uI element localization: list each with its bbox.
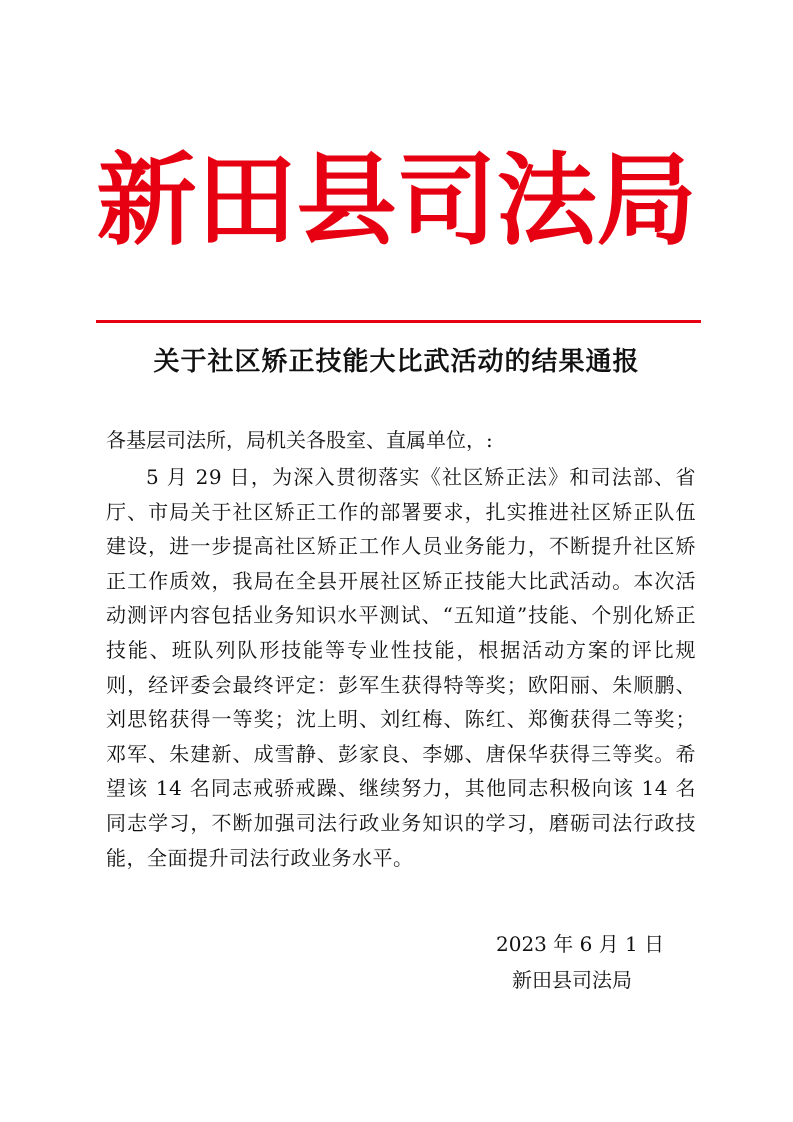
document-header-title: 新田县司法局 bbox=[96, 141, 697, 259]
body-paragraph: 5 月 29 日，为深入贯彻落实《社区矫正法》和司法部、省厅、市局关于社区矫正工作的部署要求，扎实推进社区矫正队伍建设，进一步提高社区矫正工作人员业务能力，不断提升社区矫正工作质效，我局在全县开展社区矫正技能大比武活动。本次活动测评内容包括业务知识水平测试、“五知道”技能、个别化矫正技能、班队列队形技能等专业性技能，根据活动方案的评比规则，经评委会最终评定：彭军生获得特等奖；欧阳丽、朱顺鹏、刘思铭获得一等奖；沈上明、刘红梅、陈红、郑衡获得二等奖；邓军、朱建新、成雪静、彭家良、李娜、唐保华获得三等奖。希望该 14 名同志戒骄戒躁、继续努力，其他同志积极向该 14 名同志学习，不断加强司法行政业务知识的学习，磨砺司法行政技能，全面提升司法行政业务水平。 bbox=[106, 465, 696, 870]
issue-date: 2023 年 6 月 1 日 bbox=[496, 932, 665, 956]
document-title: 关于社区矫正技能大比武活动的结果通报 bbox=[153, 347, 640, 377]
salutation: 各基层司法所，局机关各股室、直属单位，: bbox=[106, 428, 493, 452]
issuer-signature: 新田县司法局 bbox=[512, 968, 632, 992]
red-divider-line bbox=[96, 320, 701, 323]
